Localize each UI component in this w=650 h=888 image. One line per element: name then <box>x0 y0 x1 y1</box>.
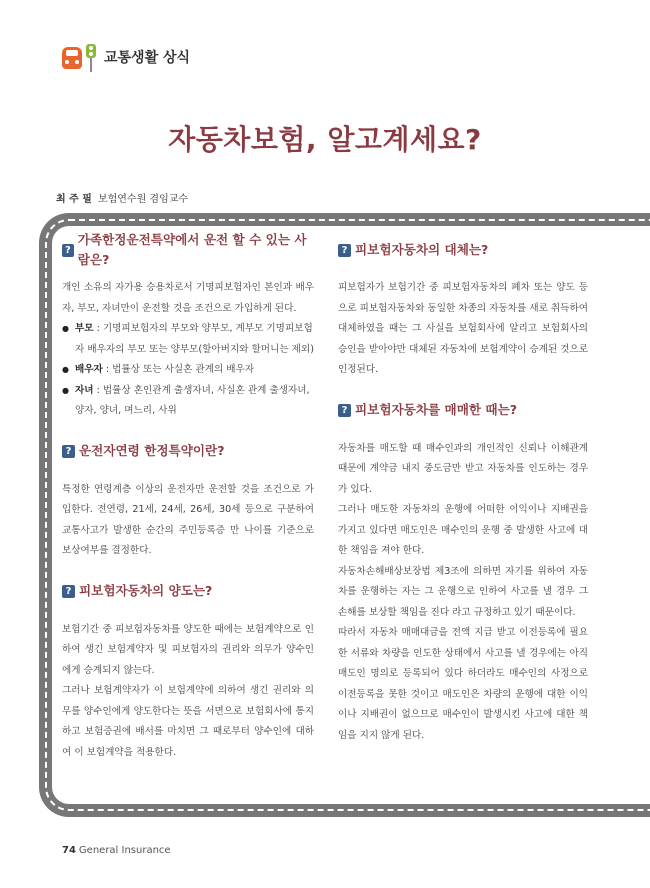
author-affiliation: 보험연수원 겸임교수 <box>97 194 189 205</box>
paragraph: 그러나 보험계약자가 이 보험계약에 의하여 생긴 권리와 의무를 양수인에게 양도한다는 뜻을 서면으로 보험회사에 통지하고 보험증권에 배서를 마치면 그 때로부터 양수인에 대하여 이 보험계약을 적용한다. <box>62 685 314 758</box>
heading-text: 가족한정운전특약에서 운전 할 수 있는 사람은? <box>77 231 307 267</box>
heading-text: 피보험자동차를 매매한 때는? <box>355 402 518 418</box>
question-icon: ? <box>62 585 75 598</box>
paragraph: 보험기간 중 피보험자동차를 양도한 때에는 보험계약으로 인하여 생긴 보험계약자 및 피보험자의 권리와 의무가 양수인에게 승계되지 않는다. <box>62 623 314 676</box>
bullet-term: 부모 <box>75 323 94 334</box>
section-heading <box>62 231 314 267</box>
bullet-term: 자녀 <box>75 384 94 396</box>
right-column <box>338 238 588 746</box>
heading-text: 피보험자동차의 대체는? <box>355 241 489 257</box>
bullet-list <box>62 319 314 422</box>
section-heading <box>338 399 588 423</box>
paragraph: 따라서 자동차 매매대금을 전액 지급 받고 이전등록에 필요한 서류와 차량을 인도한 상태에서 사고를 낼 경우에는 아직 매도인 명의로 등록되어 있다 하더라도 매수인의 사정으로 이전등록을 못한 것이고 매도인은 차량의 운행에 대한 이익이나 지배권이 없으므로 매수인이 발생시킨 사고에 대한 책임을 지지 않게 된다. <box>338 627 588 741</box>
paragraph: 피보험자가 보험기간 중 피보험자동차의 폐차 또는 양도 등으로 피보험자동차와 동일한 차종의 자동차를 새로 취득하여 대체하였을 때는 그 사실을 보험회사에 알리고 보험회사의 승인을 받아야만 대체된 자동차에 보험계약이 승계된 것으로 인정된다. <box>338 282 588 375</box>
paragraph: 개인 소유의 자가용 승용차로서 기명피보험자인 본인과 배우자, 부모, 자녀만이 운전할 것을 조건으로 가입하게 된다. <box>62 282 314 314</box>
bullet-text: : 법률상 혼인관계 출생자녀, 사실혼 관계 출생자녀, 양자, 양녀, 며느리, 사위 <box>75 384 310 416</box>
section-header <box>62 42 190 72</box>
question-icon: ? <box>62 445 75 458</box>
question-icon: ? <box>62 244 74 257</box>
bullet-item <box>62 381 314 422</box>
publication-name: General Insurance <box>78 845 171 856</box>
paragraph: 자동차를 매도할 때 매수인과의 개인적인 신뢰나 이해관계 때문에 계약금 내지 중도금만 받고 자동차를 인도하는 경우가 있다. <box>338 442 588 495</box>
paragraph: 그러나 매도한 자동차의 운행에 어떠한 이익이나 지배권을 가지고 있다면 매도인은 매수인의 운행 중 발생한 사고에 대한 책임을 져야 한다. <box>338 504 588 556</box>
paragraph: 특정한 연령계층 이상의 운전자만 운전할 것을 조건으로 가입한다. 전연령, 21세, 24세, 26세, 30세 등으로 구분하여 교통사고가 발생한 순간의 주민등록증 만 나이를 기준으로 보상여부를 결정한다. <box>62 483 314 556</box>
paragraph: 자동차손해배상보장법 제3조에 의하면 자기를 위하여 자동차를 운행하는 자는 그 운행으로 인하여 사고를 낼 경우 그 손해를 보상할 책임을 진다 라고 규정하고 있기 때문이다. <box>338 565 588 618</box>
bullet-item <box>62 319 314 360</box>
traffic-light-icon <box>86 44 96 70</box>
question-icon: ? <box>338 244 351 257</box>
bullet-item <box>62 360 314 381</box>
bullet-text: : 법률상 또는 사실혼 관계의 배우자 <box>102 364 255 375</box>
section-title: 교통생활 상식 <box>104 50 191 66</box>
question-icon: ? <box>338 404 351 417</box>
section-heading <box>338 238 588 262</box>
page-footer <box>62 845 171 856</box>
section-heading <box>62 440 314 464</box>
bullet-text: : 기명피보험자의 부모와 양부모, 계부모 기명피보험자 배우자의 부모 또는 양부모(할아버지와 할머니는 제외) <box>75 323 314 355</box>
left-column <box>62 231 314 763</box>
car-icon <box>62 43 84 71</box>
page-title: 자동차보험, 알고계세요? <box>168 123 482 156</box>
author-name: 최 주 필 <box>56 194 92 205</box>
section-heading <box>62 580 314 604</box>
byline <box>56 190 188 205</box>
page-number: 74 <box>62 845 76 856</box>
heading-text: 피보험자동차의 양도는? <box>79 583 213 599</box>
heading-text: 운전자연령 한정특약이란? <box>79 443 225 459</box>
bullet-term: 배우자 <box>75 364 103 375</box>
